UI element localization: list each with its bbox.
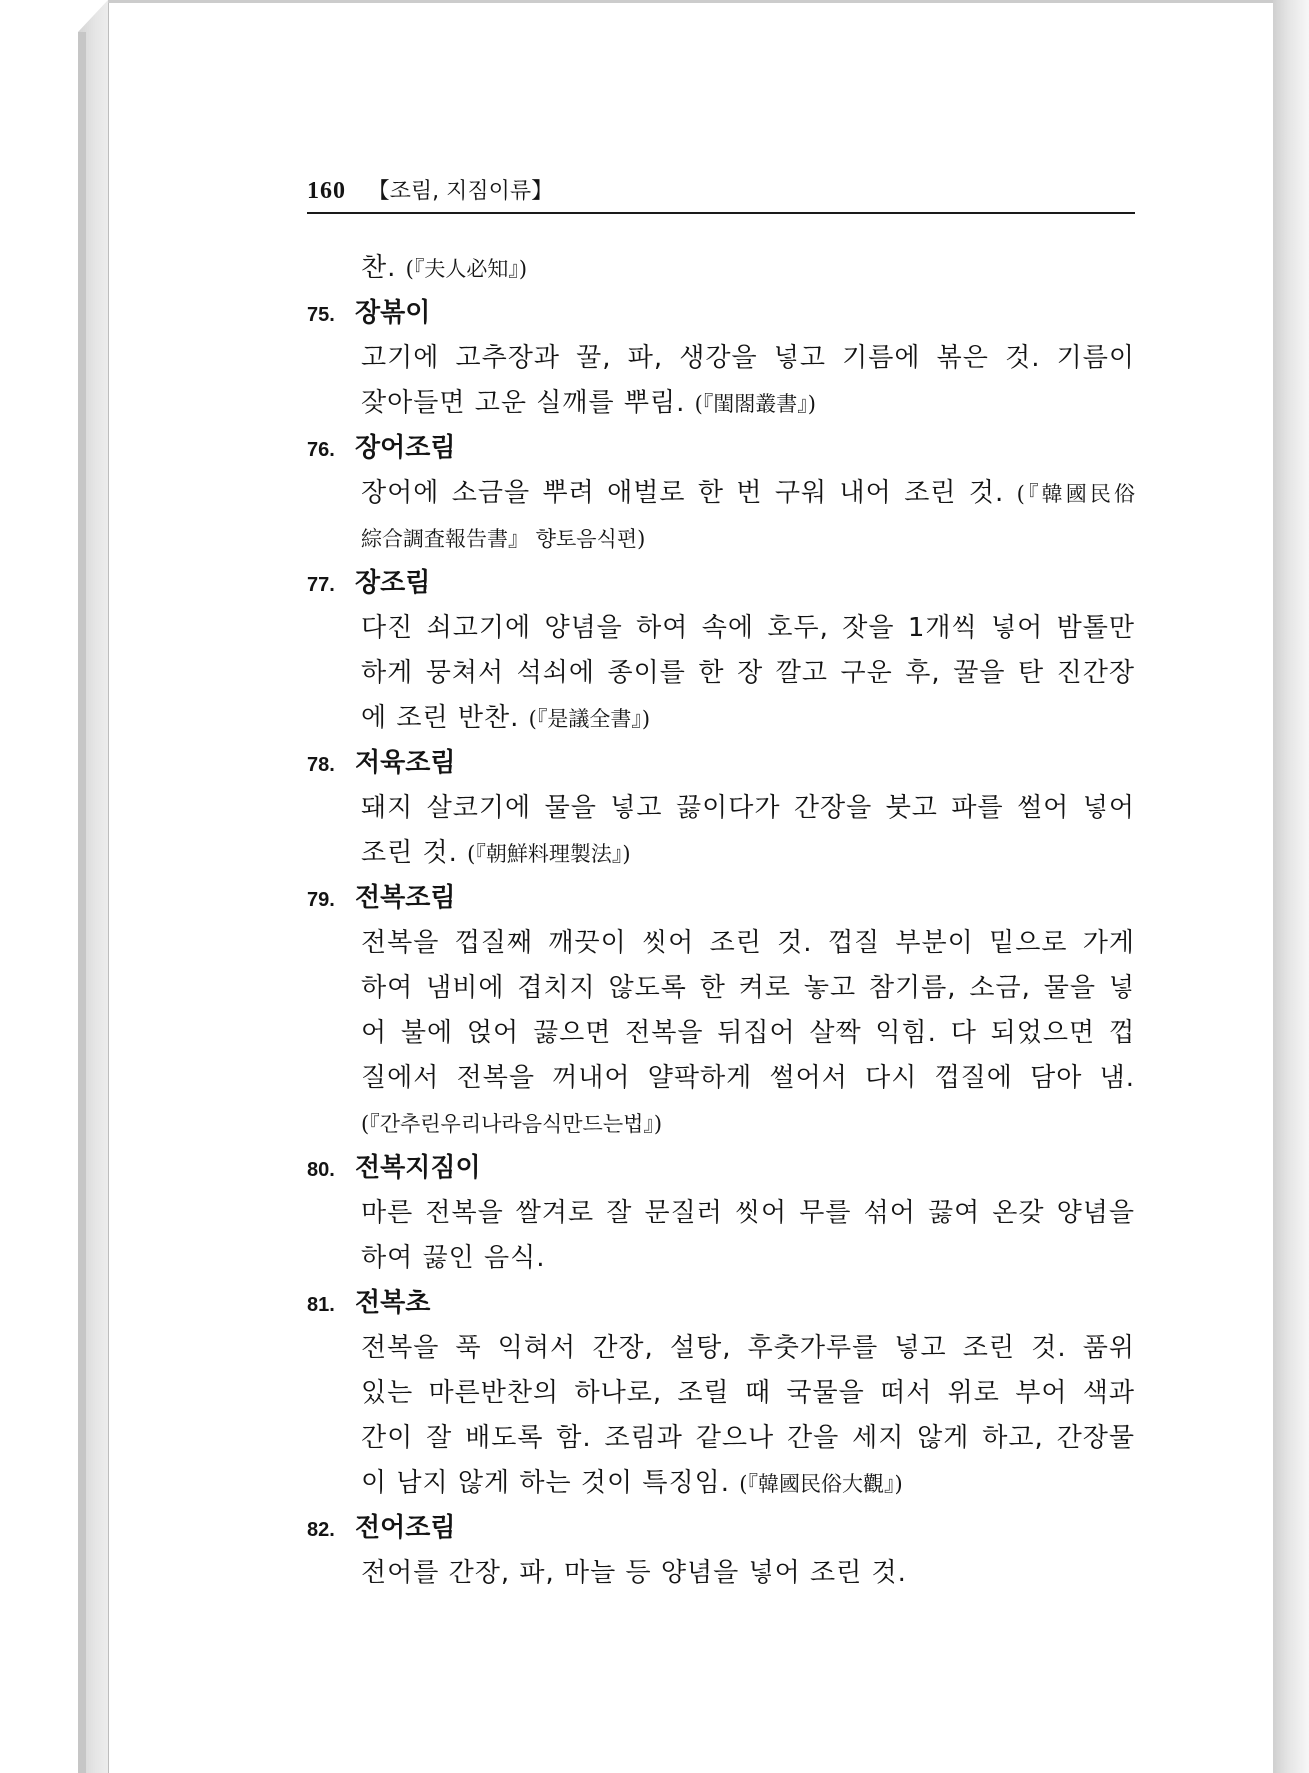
- entry-body-line: [307, 1416, 1135, 1461]
- entry-heading: [307, 1281, 1135, 1326]
- source-citation: (『是議全書』): [528, 707, 651, 731]
- entry-title: 전복초: [355, 1288, 431, 1318]
- source-citation: (『韓國民俗大觀』): [739, 1472, 903, 1496]
- continuation-source: (『夫人必知』): [405, 257, 528, 281]
- entry-title: 장볶이: [355, 298, 431, 328]
- entry-heading: [307, 291, 1135, 336]
- source-citation: (『朝鮮料理製法』): [467, 842, 631, 866]
- body-text: 장어에 소금을 뿌려 애벌로 한 번 구워 내어 조린 것.: [361, 478, 1005, 508]
- section-title: 【조림, 지짐이류】: [367, 179, 554, 204]
- body-text: 이 남지 않게 하는 것이 특징임.: [361, 1468, 730, 1498]
- entry-body-line: [307, 1011, 1135, 1056]
- entry-title: 장조림: [355, 568, 431, 598]
- entry-body-line: [307, 381, 1135, 426]
- entry-body-line: [307, 1461, 1135, 1506]
- entry-body-line: [307, 1371, 1135, 1416]
- entry-number: 75.: [307, 304, 335, 326]
- entry-heading: [307, 741, 1135, 786]
- entry-body-line: [307, 1326, 1135, 1371]
- entry-title: 저육조림: [355, 748, 456, 778]
- entry-list: [307, 246, 1135, 1596]
- body-text: 마른 전복을 쌀겨로 잘 문질러 씻어 무를 섞어 끓여 온갖 양념을: [361, 1198, 1135, 1228]
- entry-number: 80.: [307, 1159, 335, 1181]
- entry-body-line: [307, 1551, 1135, 1596]
- entry-number: 77.: [307, 574, 335, 596]
- entry-body-line: [307, 336, 1135, 381]
- book-left-shade: [78, 32, 86, 1773]
- body-text: 하여 냄비에 겹치지 않도록 한 켜로 놓고 참기름, 소금, 물을 넣: [361, 973, 1135, 1003]
- entry-body-line: [307, 1056, 1135, 1101]
- entry-body-line: [307, 471, 1135, 516]
- entry-body-line: [307, 1191, 1135, 1236]
- body-text: 어 불에 얹어 끓으면 전복을 뒤집어 살짝 익힘. 다 되었으면 껍: [361, 1018, 1135, 1048]
- entry-heading: [307, 561, 1135, 606]
- body-text: 하여 끓인 음식.: [361, 1243, 546, 1273]
- body-text: 전복을 푹 익혀서 간장, 설탕, 후춧가루를 넣고 조린 것. 품위: [361, 1333, 1135, 1363]
- entry-body-line: [307, 1236, 1135, 1281]
- source-citation: (『간추린우리나라음식만드는법』): [361, 1112, 663, 1136]
- entry-body-line: [307, 606, 1135, 651]
- source-citation: 綜合調査報告書』 향토음식편): [361, 527, 646, 551]
- entry-heading: [307, 1146, 1135, 1191]
- entry-body-line: [307, 1101, 1135, 1146]
- body-text: 전어를 간장, 파, 마늘 등 양념을 넣어 조린 것.: [361, 1558, 907, 1588]
- book-top-edge: [108, 0, 1273, 3]
- body-text: 질에서 전복을 꺼내어 얄팍하게 썰어서 다시 껍질에 담아 냄.: [361, 1063, 1135, 1093]
- source-citation: (『韓國民俗: [1016, 482, 1135, 506]
- entry-number: 81.: [307, 1294, 335, 1316]
- entry-heading: [307, 426, 1135, 471]
- continuation-text: 찬.: [361, 253, 397, 283]
- entry-number: 78.: [307, 754, 335, 776]
- body-text: 간이 잘 배도록 함. 조림과 같으나 간을 세지 않게 하고, 간장물: [361, 1423, 1135, 1453]
- entry-body-line: [307, 786, 1135, 831]
- entry-title: 전복조림: [355, 883, 456, 913]
- entry-body-line: [307, 966, 1135, 1011]
- body-text: 하게 뭉쳐서 석쇠에 종이를 한 장 깔고 구운 후, 꿀을 탄 진간장: [361, 658, 1135, 688]
- entry-body-line: [307, 516, 1135, 561]
- entry-heading: [307, 1506, 1135, 1551]
- body-text: 고기에 고추장과 꿀, 파, 생강을 넣고 기름에 볶은 것. 기름이: [361, 343, 1135, 373]
- body-text: 돼지 살코기에 물을 넣고 끓이다가 간장을 붓고 파를 썰어 넣어: [361, 793, 1135, 823]
- entry-body-line: [307, 696, 1135, 741]
- body-text: 전복을 껍질째 깨끗이 씻어 조린 것. 껍질 부분이 밑으로 가게: [361, 928, 1135, 958]
- page-number: 160: [307, 178, 346, 204]
- entry-heading: [307, 876, 1135, 921]
- body-text: 있는 마른반찬의 하나로, 조릴 때 국물을 떠서 위로 부어 색과: [361, 1378, 1135, 1408]
- body-text: 조린 것.: [361, 838, 458, 868]
- running-head: [307, 170, 1135, 214]
- entry-body-line: [307, 831, 1135, 876]
- entry-body-line: [307, 651, 1135, 696]
- body-text: 잦아들면 고운 실깨를 뿌림.: [361, 388, 686, 418]
- entry-title: 전어조림: [355, 1513, 456, 1543]
- body-text: 다진 쇠고기에 양념을 하여 속에 호두, 잣을 1개씩 넣어 밤톨만: [361, 613, 1135, 643]
- entry-number: 79.: [307, 889, 335, 911]
- entry-number: 82.: [307, 1519, 335, 1541]
- entry-number: 76.: [307, 439, 335, 461]
- continuation-line: [307, 246, 1135, 291]
- source-citation: (『閨閤叢書』): [694, 392, 816, 416]
- book-right-edge: [1273, 0, 1309, 1773]
- entry-body-line: [307, 921, 1135, 966]
- body-text: 에 조린 반찬.: [361, 703, 520, 733]
- entry-title: 장어조림: [355, 433, 456, 463]
- entry-title: 전복지짐이: [355, 1153, 481, 1183]
